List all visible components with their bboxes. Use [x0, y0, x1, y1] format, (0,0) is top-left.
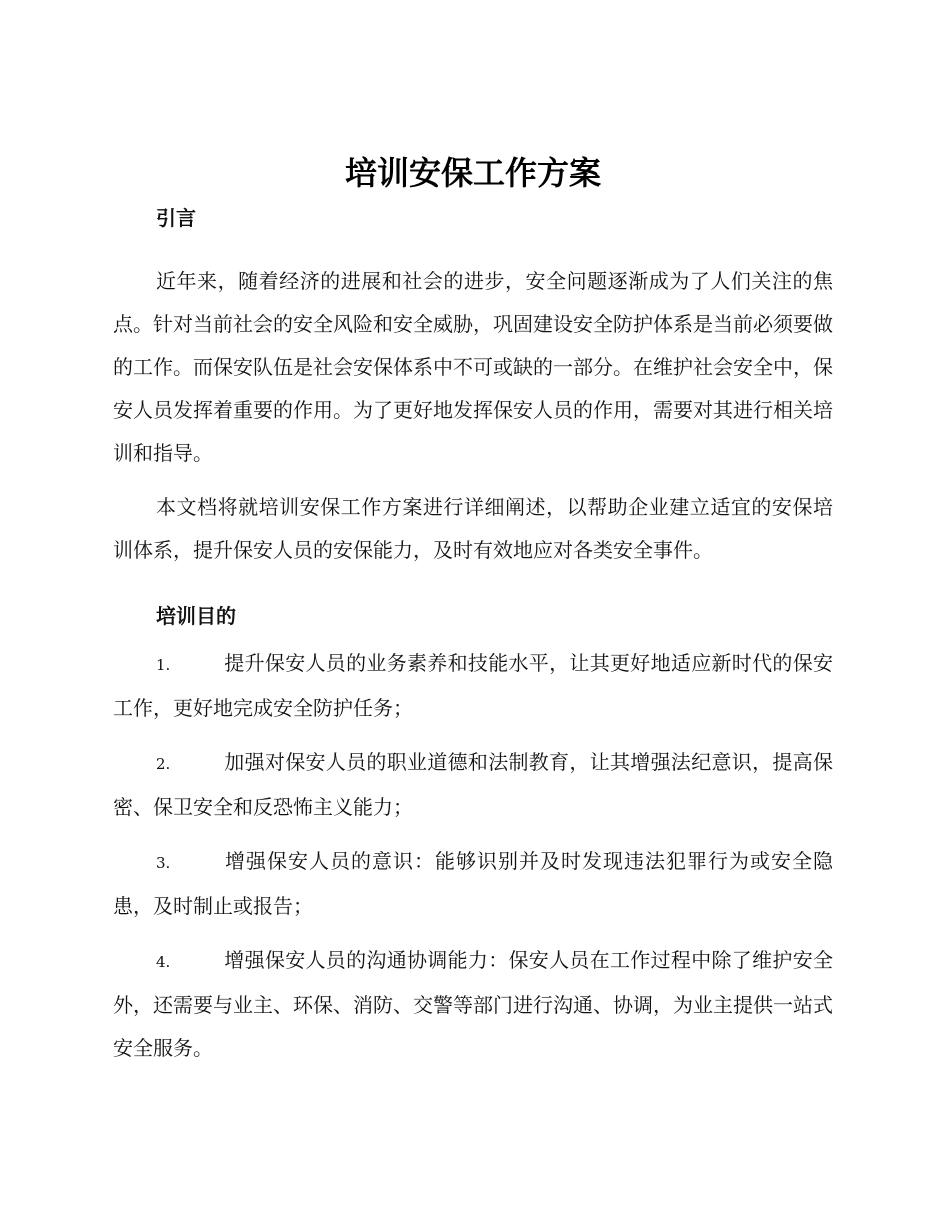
list-item [113, 939, 833, 1070]
paragraph: 近年来，随着经济的进展和社会的进步，安全问题逐渐成为了人们关注的焦点。针对当前社会的安全风险和安全威胁，巩固建设安全防护体系是当前必须要做的工作。而保安队伍是社会安保体系中不可或缺的一部分。在维护社会安全中，保安人员发挥着重要的作用。为了更好地发挥保安人员的作用，需要对其进行相关培训和指导。 [113, 269, 833, 465]
section-heading: 引言 [156, 206, 196, 230]
section-heading: 培训目的 [156, 604, 236, 628]
list-item [113, 840, 833, 928]
list-item-text: 增强保安人员的意识：能够识别并及时发现违法犯罪行为或安全隐患，及时制止或报告； [113, 849, 833, 918]
section-training-purpose [113, 602, 833, 1070]
document-body [113, 152, 833, 1070]
document-title: 培训安保工作方案 [344, 154, 601, 192]
list-item-text: 增强保安人员的沟通协调能力：保安人员在工作过程中除了维护安全外，还需要与业主、环保、消防、交警等部门进行沟通、协调，为业主提供一站式安全服务。 [113, 948, 833, 1060]
numbered-list [113, 642, 833, 1070]
paragraph: 本文档将就培训安保工作方案进行详细阐述，以帮助企业建立适宜的安保培训体系，提升保安人员的安保能力，及时有效地应对各类安全事件。 [113, 495, 833, 562]
list-item-number: 2. [156, 755, 171, 773]
list-item [113, 741, 833, 829]
section-introduction [113, 204, 833, 572]
list-item [113, 642, 833, 730]
list-item-text: 提升保安人员的业务素养和技能水平，让其更好地适应新时代的保安工作，更好地完成安全防护任务； [113, 651, 833, 720]
list-item-number: 3. [156, 854, 171, 872]
list-item-number: 4. [156, 953, 171, 971]
list-item-text: 加强对保安人员的职业道德和法制教育，让其增强法纪意识，提高保密、保卫安全和反恐怖主义能力； [113, 750, 833, 819]
list-item-number: 1. [156, 656, 171, 674]
